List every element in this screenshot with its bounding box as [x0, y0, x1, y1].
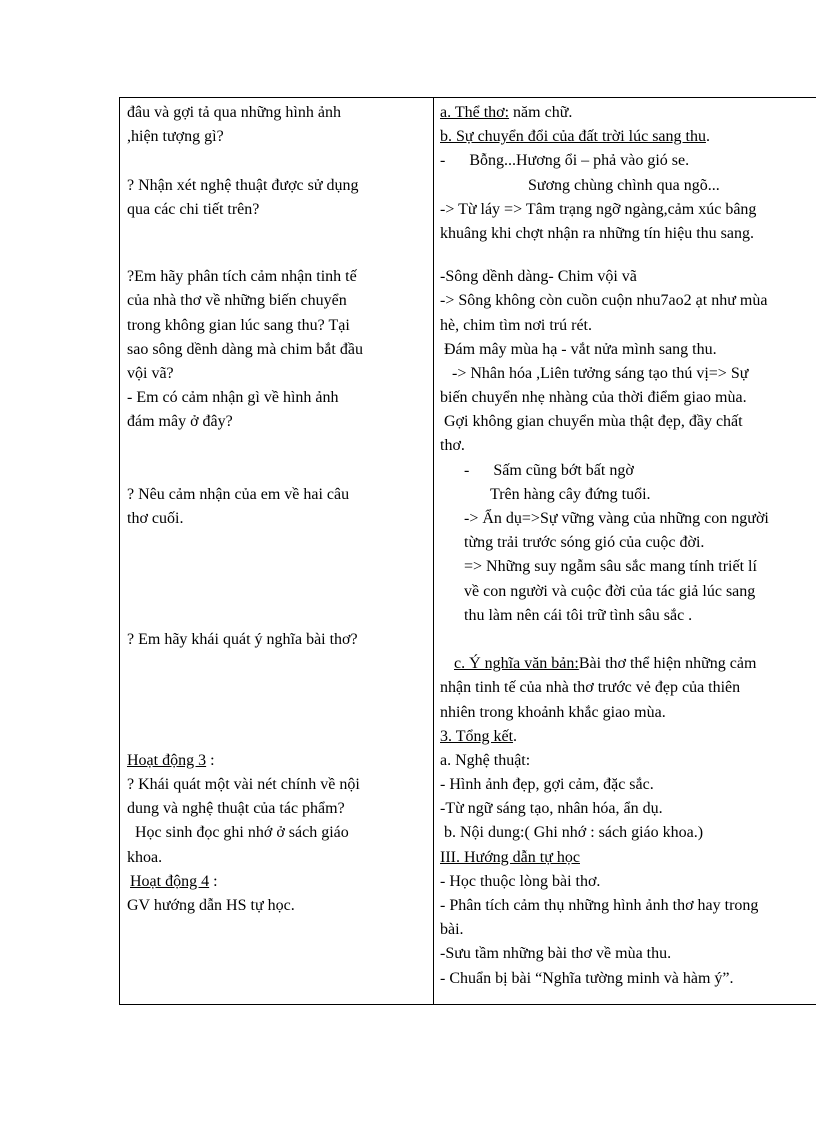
analysis-text: khuâng khi chợt nhận ra những tín hiệu thu sang.: [440, 224, 754, 242]
teacher-activity-column: [127, 101, 427, 918]
analysis-text: thu làm nên cái tôi trữ tình sâu sắc .: [464, 606, 693, 624]
summary-text: b. Nội dung:( Ghi nhớ : sách giáo khoa.): [440, 824, 704, 842]
section-c-label: c. Ý nghĩa văn bản:: [454, 655, 579, 673]
analysis-text: hè, chim tìm nơi trú rét.: [440, 316, 592, 334]
activity-3-title: Hoạt động 3: [127, 751, 207, 769]
analysis-text: Gợi không gian chuyển mùa thật đẹp, đầy chất: [440, 413, 743, 431]
analysis-text: -> Từ láy => Tâm trạng ngỡ ngàng,cảm xúc bâng: [440, 200, 757, 218]
self-study-heading: III. Hướng dẫn tự học: [440, 848, 580, 866]
analysis-text: về con người và cuộc đời của tác giả lúc sang: [464, 582, 756, 600]
section-a-label: a. Thể thơ:: [440, 104, 510, 121]
activity-3-heading: Hoạt động 3 :: [127, 751, 215, 769]
question-text: đâu và gợi tả qua những hình ảnh: [127, 104, 341, 121]
content-column: [440, 101, 816, 991]
question-text: dung và nghệ thuật của tác phẩm?: [127, 800, 345, 818]
analysis-text: -Sông dềnh dàng- Chim vội vã: [440, 268, 637, 286]
self-study-item: bài.: [440, 921, 464, 939]
activity-4-title: Hoạt động 4: [130, 872, 210, 890]
question-text: ? Em hãy khái quát ý nghĩa bài thơ?: [127, 630, 358, 648]
activity-4-heading: Hoạt động 4 :: [130, 872, 218, 890]
analysis-text: nhiên trong khoảnh khắc giao mùa.: [440, 703, 666, 721]
question-text: qua các chi tiết trên?: [127, 200, 260, 218]
question-text: của nhà thơ về những biến chuyển: [127, 292, 347, 310]
self-study-item: - Học thuộc lòng bài thơ.: [440, 872, 601, 890]
question-text: khoa.: [127, 848, 163, 866]
column-divider: [433, 98, 434, 1004]
question-text: ? Nêu cảm nhận của em về hai câu: [127, 485, 350, 503]
question-text: Học sinh đọc ghi nhớ ở sách giáo: [127, 824, 349, 842]
question-text: đám mây ở đây?: [127, 413, 233, 431]
poem-line: Sương chùng chình qua ngõ...: [528, 176, 720, 194]
question-text: vội vã?: [127, 364, 174, 382]
section-c: c. Ý nghĩa văn bản:Bài thơ thể hiện những cảm: [454, 655, 757, 673]
summary-text: - Hình ảnh đẹp, gợi cảm, đặc sắc.: [440, 776, 654, 794]
self-study-item: -Sưu tầm những bài thơ về mùa thu.: [440, 945, 672, 963]
analysis-text: => Những suy ngẫm sâu sắc mang tính triết lí: [464, 558, 757, 576]
analysis-text: thơ.: [440, 437, 465, 455]
question-text: GV hướng dẫn HS tự học.: [127, 897, 295, 914]
analysis-text: nhận tinh tế của nhà thơ trước vẻ đẹp của thiên: [440, 679, 741, 697]
poem-line: Trên hàng cây đứng tuổi.: [490, 485, 651, 503]
lesson-table: [119, 97, 816, 1005]
section-b-heading: b. Sự chuyển đổi của đất trời lúc sang thu.: [440, 128, 710, 146]
self-study-item: - Chuẩn bị bài “Nghĩa tường minh và hàm ý”.: [440, 969, 734, 987]
self-study-item: - Phân tích cảm thụ những hình ảnh thơ hay trong: [440, 897, 759, 914]
analysis-text: từng trải trước sóng gió của cuộc đời.: [464, 534, 705, 552]
question-text: - Em có cảm nhận gì về hình ảnh: [127, 389, 339, 407]
question-text: sao sông dềnh dàng mà chim bắt đầu: [127, 340, 363, 358]
question-text: ?Em hãy phân tích cảm nhận tinh tế: [127, 268, 357, 286]
question-text: ? Nhận xét nghệ thuật được sử dụng: [127, 176, 359, 194]
question-text: trong không gian lúc sang thu? Tại: [127, 316, 350, 334]
poem-line: - Sấm cũng bớt bất ngờ: [464, 461, 634, 479]
question-text: ? Khái quát một vài nét chính về nội: [127, 776, 360, 794]
section-a: a. Thể thơ: năm chữ.: [440, 104, 573, 121]
analysis-text: biến chuyển nhẹ nhàng của thời điểm giao mùa.: [440, 389, 747, 407]
summary-label: 3. Tổng kết: [440, 727, 514, 745]
question-text: ,hiện tượng gì?: [127, 128, 224, 146]
analysis-text: Đám mây mùa hạ - vắt nửa mình sang thu.: [440, 340, 717, 358]
poem-line: - Bỗng...Hương ổi – phả vào gió se.: [440, 152, 690, 170]
question-text: thơ cuối.: [127, 510, 184, 527]
summary-text: a. Nghệ thuật:: [440, 751, 531, 769]
analysis-text: -> Nhân hóa ,Liên tưởng sáng tạo thú vị=> Sự: [440, 364, 749, 382]
analysis-text: -> Sông không còn cuồn cuộn nhu7ao2 ạt như mùa: [440, 292, 768, 310]
summary-text: -Từ ngữ sáng tạo, nhân hóa, ẩn dụ.: [440, 800, 663, 818]
analysis-text: -> Ẩn dụ=>Sự vững vàng của những con người: [464, 510, 769, 527]
summary-heading: 3. Tổng kết.: [440, 727, 518, 745]
